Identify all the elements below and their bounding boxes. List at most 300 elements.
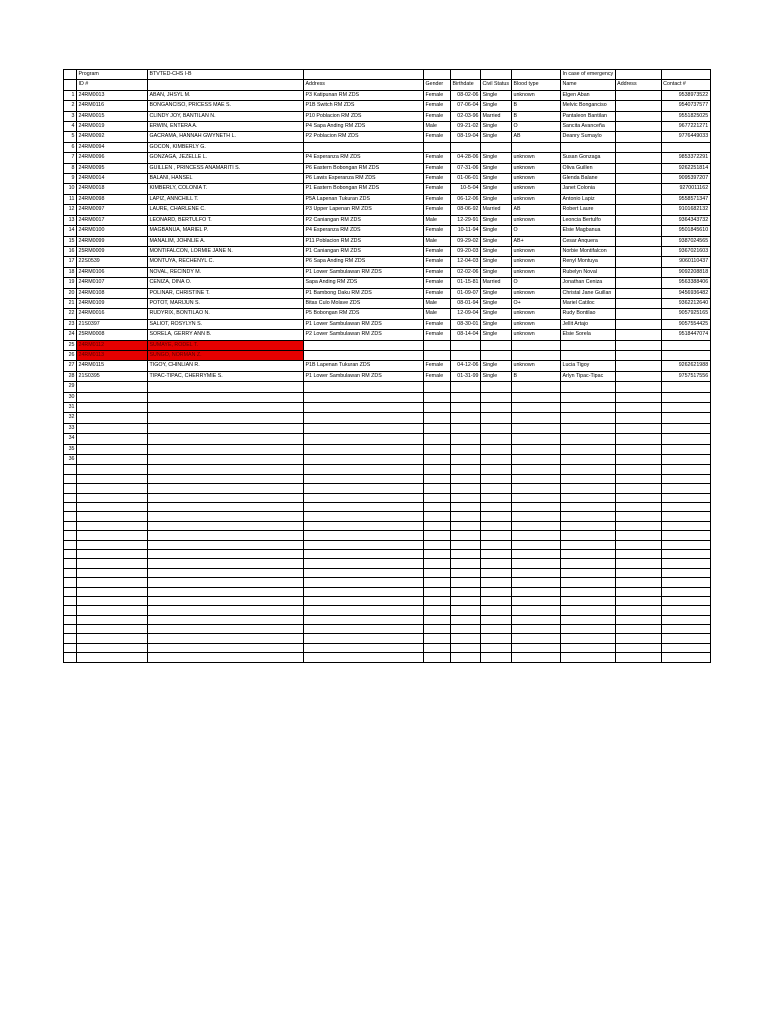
- table-row: [64, 236, 711, 246]
- civil-status-cell: Single: [481, 361, 512, 371]
- emergency-name-cell: Sancita Avanceña: [561, 122, 616, 132]
- emergency-address-cell: [615, 111, 661, 121]
- empty-cell: [148, 634, 304, 643]
- empty-cell: [661, 455, 710, 465]
- address-cell: P10 Poblacion RM ZDS: [304, 111, 424, 121]
- gender-cell: Female: [424, 111, 451, 121]
- birthdate-cell: [451, 350, 481, 360]
- empty-cell: [77, 643, 148, 652]
- emergency-address-cell: [615, 246, 661, 256]
- empty-cell: [304, 596, 424, 605]
- gender-cell: Female: [424, 226, 451, 236]
- address-cell: [304, 142, 424, 152]
- civil-status-cell: Single: [481, 298, 512, 308]
- gender-cell: Male: [424, 309, 451, 319]
- row-number: 10: [64, 184, 77, 194]
- emergency-address-cell: [615, 257, 661, 267]
- blood-type-cell: O: [512, 122, 561, 132]
- empty-row: [64, 392, 711, 402]
- blood-type-cell: AB+: [512, 236, 561, 246]
- empty-cell: [148, 403, 304, 413]
- table-row: [64, 163, 711, 173]
- empty-cell: [451, 615, 481, 624]
- empty-cell: [304, 606, 424, 615]
- empty-cell: [512, 634, 561, 643]
- student-name: GOCON, KIMBERLY G.: [148, 142, 304, 152]
- empty-cell: [451, 474, 481, 483]
- gender-cell: Male: [424, 298, 451, 308]
- row-number: 25: [64, 340, 77, 350]
- student-name: MANALIM, JOHNLIE A.: [148, 236, 304, 246]
- empty-cell: [77, 493, 148, 502]
- empty-cell: [512, 587, 561, 596]
- table-row: [64, 350, 711, 360]
- emergency-name-cell: [561, 340, 616, 350]
- address-cell: Bitas Culo Molave ZDS: [304, 298, 424, 308]
- emergency-address-cell: [615, 309, 661, 319]
- contact-cell: 9563388406: [661, 278, 710, 288]
- empty-cell: [512, 615, 561, 624]
- emergency-name-cell: Arlyn Tipac-Tipac: [561, 371, 616, 381]
- empty-cell: [451, 531, 481, 540]
- gender-cell: Female: [424, 184, 451, 194]
- empty-cell: [481, 413, 512, 423]
- empty-cell: [615, 434, 661, 444]
- empty-cell: [615, 493, 661, 502]
- blank-row: [64, 606, 711, 615]
- gender-cell: Female: [424, 246, 451, 256]
- empty-cell: [451, 568, 481, 577]
- civil-status-cell: Single: [481, 257, 512, 267]
- table-row: [64, 319, 711, 329]
- student-id: 24RM0014: [77, 174, 148, 184]
- contact-cell: 9538973522: [661, 90, 710, 100]
- empty-cell: [451, 521, 481, 530]
- address-cell: P4 Sapa Anding RM ZDS: [304, 122, 424, 132]
- empty-cell: [304, 615, 424, 624]
- empty-cell: [451, 413, 481, 423]
- blank-row: [64, 625, 711, 634]
- civil-status-cell: Single: [481, 101, 512, 111]
- gender-cell: Female: [424, 101, 451, 111]
- civil-status-cell: Single: [481, 184, 512, 194]
- empty-cell: [512, 559, 561, 568]
- address-cell: P1 Caniangan RM ZDS: [304, 246, 424, 256]
- address-cell: P1B Lapenan Tukuran ZDS: [304, 361, 424, 371]
- row-number: 35: [64, 444, 77, 454]
- table-row: [64, 371, 711, 381]
- empty-cell: [561, 578, 616, 587]
- emergency-address-cell: [615, 330, 661, 340]
- empty-cell: [148, 643, 304, 652]
- empty-cell: [304, 643, 424, 652]
- blood-type-cell: [512, 340, 561, 350]
- emergency-name-cell: Pantaleon Bantilan: [561, 111, 616, 121]
- empty-cell: [561, 434, 616, 444]
- student-id: 24RM0094: [77, 142, 148, 152]
- empty-cell: [451, 596, 481, 605]
- contact-cell: 9270011162: [661, 184, 710, 194]
- empty-cell: [77, 625, 148, 634]
- blank-row: [64, 549, 711, 558]
- row-number: 4: [64, 122, 77, 132]
- gender-cell: Male: [424, 122, 451, 132]
- empty-cell: [561, 606, 616, 615]
- emergency-address-cell: [615, 319, 661, 329]
- student-name: POLINAR, CHRISTINE T.: [148, 288, 304, 298]
- empty-cell: [77, 634, 148, 643]
- student-name: CLINDY JOY, BANTILAN N.: [148, 111, 304, 121]
- table-row: [64, 122, 711, 132]
- empty-cell: [148, 587, 304, 596]
- civil-status-cell: [481, 340, 512, 350]
- table-row: [64, 288, 711, 298]
- empty-cell: [481, 493, 512, 502]
- student-id: 21S0395: [77, 371, 148, 381]
- empty-cell: [77, 615, 148, 624]
- empty-cell: [304, 434, 424, 444]
- empty-cell: [424, 643, 451, 652]
- emergency-address-cell: [615, 340, 661, 350]
- empty-cell: [615, 587, 661, 596]
- student-id: 24RM0096: [77, 153, 148, 163]
- birthdate-cell: 08-14-04: [451, 330, 481, 340]
- contact-cell: 9776449033: [661, 132, 710, 142]
- empty-cell: [512, 484, 561, 493]
- birthdate-cell: 02-03-96: [451, 111, 481, 121]
- emergency-address-cell: [615, 122, 661, 132]
- emergency-address-cell: [615, 142, 661, 152]
- empty-cell: [661, 474, 710, 483]
- empty-cell: [451, 606, 481, 615]
- row-number: 6: [64, 142, 77, 152]
- blood-type-cell: unknown: [512, 267, 561, 277]
- empty-cell: [148, 606, 304, 615]
- empty-cell: [64, 540, 77, 549]
- contact-cell: 9540737577: [661, 101, 710, 111]
- emergency-address-cell: [615, 90, 661, 100]
- contact-cell: 9362212640: [661, 298, 710, 308]
- empty-cell: [77, 521, 148, 530]
- empty-cell: [661, 559, 710, 568]
- empty-cell: [512, 493, 561, 502]
- blood-type-cell: unknown: [512, 319, 561, 329]
- empty-cell: [77, 549, 148, 558]
- empty-cell: [64, 568, 77, 577]
- empty-cell: [615, 403, 661, 413]
- emergency-address-cell: [615, 288, 661, 298]
- empty-cell: [424, 559, 451, 568]
- empty-cell: [615, 512, 661, 521]
- empty-cell: [661, 615, 710, 624]
- birthdate-cell: 08-30-01: [451, 319, 481, 329]
- program-value: BTVTED-CHS I-B: [148, 70, 304, 80]
- empty-cell: [424, 382, 451, 392]
- empty-cell: [304, 474, 424, 483]
- emergency-address-cell: [615, 371, 661, 381]
- birthdate-header: Birthdate: [451, 80, 481, 90]
- empty-cell: [304, 625, 424, 634]
- birthdate-cell: [451, 340, 481, 350]
- birthdate-cell: 12-09-04: [451, 309, 481, 319]
- birthdate-cell: 10-11-94: [451, 226, 481, 236]
- student-name: NOVAL, RECINDY M.: [148, 267, 304, 277]
- empty-cell: [148, 503, 304, 512]
- civil-status-cell: Single: [481, 309, 512, 319]
- empty-cell: [424, 423, 451, 433]
- blood-type-cell: AB: [512, 132, 561, 142]
- empty-cell: [64, 465, 77, 474]
- empty-cell: [424, 549, 451, 558]
- student-name: SUMAYE, RODEL T.: [148, 340, 304, 350]
- empty-cell: [481, 484, 512, 493]
- empty-cell: [512, 512, 561, 521]
- empty-cell: [512, 596, 561, 605]
- emergency-address-cell: [615, 215, 661, 225]
- empty-cell: [304, 549, 424, 558]
- emergency-name-header: Name: [561, 80, 616, 90]
- empty-cell: [561, 512, 616, 521]
- blood-type-cell: unknown: [512, 246, 561, 256]
- empty-cell: [615, 578, 661, 587]
- empty-cell: [77, 484, 148, 493]
- contact-cell: 9057554425: [661, 319, 710, 329]
- empty-cell: [481, 625, 512, 634]
- empty-cell: [615, 465, 661, 474]
- row-number: 5: [64, 132, 77, 142]
- empty-cell: [561, 521, 616, 530]
- row-number: 27: [64, 361, 77, 371]
- row-number: 23: [64, 319, 77, 329]
- address-cell: P3 Upper Lapenan RM ZDS: [304, 205, 424, 215]
- empty-cell: [661, 568, 710, 577]
- empty-cell: [481, 423, 512, 433]
- contact-cell: 9367021603: [661, 246, 710, 256]
- address-cell: P5 Bobongan RM ZDS: [304, 309, 424, 319]
- civil-status-cell: Single: [481, 236, 512, 246]
- table-row: [64, 246, 711, 256]
- civil-status-cell: Single: [481, 330, 512, 340]
- student-id: 24RM0018: [77, 184, 148, 194]
- contact-cell: 9456936482: [661, 288, 710, 298]
- empty-cell: [451, 444, 481, 454]
- empty-cell: [64, 587, 77, 596]
- address-cell: P1 Lower Sambulawan RM ZDS: [304, 371, 424, 381]
- address-cell: P6 Eastern Bobongan RM ZDS: [304, 163, 424, 173]
- empty-cell: [148, 549, 304, 558]
- empty-cell: [424, 568, 451, 577]
- empty-cell: [615, 643, 661, 652]
- empty-cell: [64, 578, 77, 587]
- empty-cell: [661, 403, 710, 413]
- empty-cell: [512, 521, 561, 530]
- empty-cell: [561, 596, 616, 605]
- student-name: BALANI, HANSEL: [148, 174, 304, 184]
- empty-cell: [64, 484, 77, 493]
- address-cell: [304, 340, 424, 350]
- empty-cell: [661, 634, 710, 643]
- empty-cell: [64, 549, 77, 558]
- empty-cell: [481, 382, 512, 392]
- table-row: [64, 361, 711, 371]
- row-number: 17: [64, 257, 77, 267]
- empty-cell: [661, 653, 710, 662]
- empty-cell: [304, 578, 424, 587]
- empty-cell: [424, 392, 451, 402]
- student-roster-table: [63, 69, 711, 663]
- contact-cell: 9558571347: [661, 194, 710, 204]
- blank-row: [64, 643, 711, 652]
- blank-row: [64, 596, 711, 605]
- empty-cell: [615, 625, 661, 634]
- empty-cell: [77, 444, 148, 454]
- civil-status-cell: Married: [481, 205, 512, 215]
- empty-cell: [304, 403, 424, 413]
- empty-cell: [77, 423, 148, 433]
- student-name: KIMBERLY, COLONIA T.: [148, 184, 304, 194]
- empty-cell: [451, 643, 481, 652]
- address-cell: P4 Esperanza RM ZDS: [304, 226, 424, 236]
- empty-cell: [512, 643, 561, 652]
- empty-cell: [451, 559, 481, 568]
- empty-cell: [451, 653, 481, 662]
- row-number: 26: [64, 350, 77, 360]
- birthdate-cell: 12-29-91: [451, 215, 481, 225]
- empty-cell: [451, 455, 481, 465]
- gender-cell: Female: [424, 371, 451, 381]
- civil-status-cell: Single: [481, 122, 512, 132]
- blank-row: [64, 503, 711, 512]
- empty-cell: [148, 382, 304, 392]
- empty-cell: [481, 634, 512, 643]
- empty-cell: [148, 392, 304, 402]
- empty-cell: [451, 484, 481, 493]
- empty-cell: [304, 503, 424, 512]
- empty-cell: [512, 625, 561, 634]
- student-name: CENIZA, DINA O.: [148, 278, 304, 288]
- gender-cell: [424, 340, 451, 350]
- contact-cell: 9095397207: [661, 174, 710, 184]
- emergency-name-cell: Robert Laure: [561, 205, 616, 215]
- empty-cell: [304, 465, 424, 474]
- address-cell: [304, 350, 424, 360]
- empty-cell: [615, 413, 661, 423]
- empty-cell: [512, 549, 561, 558]
- student-id: 24RM0115: [77, 361, 148, 371]
- emergency-name-cell: Elsie Magbanua: [561, 226, 616, 236]
- birthdate-cell: 01-09-07: [451, 288, 481, 298]
- contact-cell: 9262621988: [661, 361, 710, 371]
- empty-cell: [148, 455, 304, 465]
- empty-cell: [661, 493, 710, 502]
- empty-cell: [661, 444, 710, 454]
- row-number: 34: [64, 434, 77, 444]
- empty-cell: [512, 403, 561, 413]
- empty-cell: [512, 392, 561, 402]
- emergency-name-cell: Rubelyn Noval: [561, 267, 616, 277]
- blood-type-cell: unknown: [512, 153, 561, 163]
- empty-cell: [424, 512, 451, 521]
- empty-cell: [481, 559, 512, 568]
- student-name: LAURE, CHARLENE C.: [148, 205, 304, 215]
- blank-row: [64, 587, 711, 596]
- civil-status-cell: [481, 142, 512, 152]
- row-number: 22: [64, 309, 77, 319]
- empty-cell: [481, 596, 512, 605]
- contact-header: Contact #: [661, 80, 710, 90]
- empty-cell: [561, 653, 616, 662]
- empty-cell: [451, 540, 481, 549]
- empty-cell: [77, 568, 148, 577]
- emergency-address-cell: [615, 361, 661, 371]
- emergency-name-cell: Christal Jane Guillan: [561, 288, 616, 298]
- empty-cell: [481, 392, 512, 402]
- empty-cell: [304, 634, 424, 643]
- table-row: [64, 184, 711, 194]
- student-id: 24RM0016: [77, 309, 148, 319]
- blood-type-cell: B: [512, 371, 561, 381]
- empty-cell: [481, 521, 512, 530]
- empty-cell: [424, 434, 451, 444]
- contact-cell: [661, 350, 710, 360]
- empty-cell: [561, 423, 616, 433]
- empty-cell: [424, 587, 451, 596]
- empty-cell: [64, 521, 77, 530]
- empty-cell: [77, 540, 148, 549]
- empty-cell: [512, 578, 561, 587]
- empty-cell: [615, 596, 661, 605]
- address-cell: P4 Esperanza RM ZDS: [304, 153, 424, 163]
- student-name: MONTIFALCON, LORMIE JANE N.: [148, 246, 304, 256]
- empty-cell: [77, 474, 148, 483]
- student-id: 24RM0097: [77, 205, 148, 215]
- row-number: 29: [64, 382, 77, 392]
- empty-cell: [304, 423, 424, 433]
- birthdate-cell: 12-04-03: [451, 257, 481, 267]
- gender-cell: Female: [424, 288, 451, 298]
- table-row: [64, 90, 711, 100]
- birthdate-cell: 04-28-06: [451, 153, 481, 163]
- empty-cell: [661, 392, 710, 402]
- empty-cell: [451, 465, 481, 474]
- blood-type-cell: unknown: [512, 288, 561, 298]
- empty-cell: [64, 474, 77, 483]
- empty-cell: [512, 653, 561, 662]
- empty-cell: [304, 587, 424, 596]
- student-id: 21S0397: [77, 319, 148, 329]
- student-name: GUILLEN , PRINCESS ANAMARITI S.: [148, 163, 304, 173]
- empty-cell: [512, 465, 561, 474]
- empty-cell: [451, 434, 481, 444]
- empty-cell: [148, 625, 304, 634]
- empty-cell: [304, 382, 424, 392]
- program-header-row: [64, 70, 711, 80]
- emergency-name-cell: Norbie Montifalcon: [561, 246, 616, 256]
- empty-cell: [77, 587, 148, 596]
- table-row: [64, 226, 711, 236]
- row-number: 30: [64, 392, 77, 402]
- empty-cell: [451, 549, 481, 558]
- gender-cell: Female: [424, 132, 451, 142]
- civil-status-cell: Single: [481, 288, 512, 298]
- student-id: 25RM0008: [77, 330, 148, 340]
- empty-cell: [481, 549, 512, 558]
- row-number: 8: [64, 163, 77, 173]
- student-id: 24RM0106: [77, 267, 148, 277]
- empty-cell: [561, 549, 616, 558]
- gender-cell: Female: [424, 90, 451, 100]
- student-name: SORELA, GERRY ANN B.: [148, 330, 304, 340]
